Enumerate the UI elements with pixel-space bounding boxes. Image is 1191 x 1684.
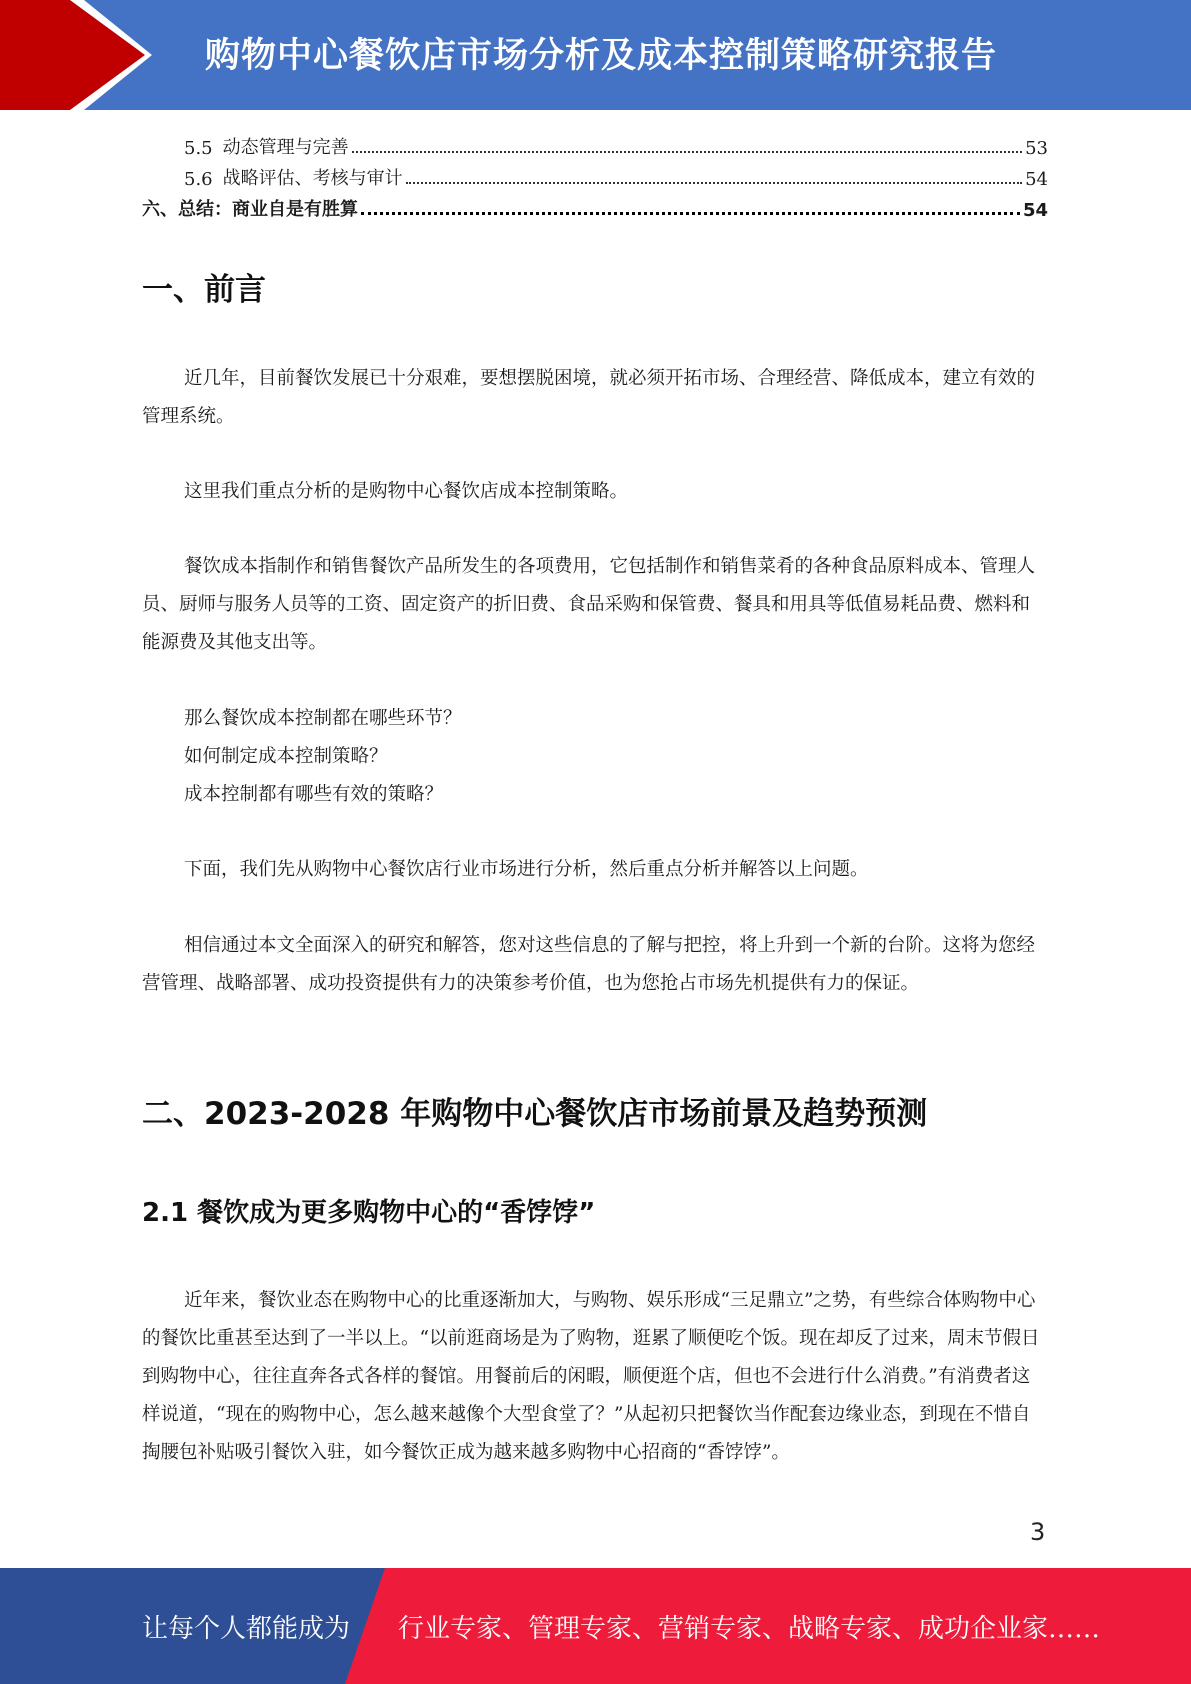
section-heading-market-outlook: 二、2023-2028 年购物中心餐饮店市场前景及趋势预测: [142, 1096, 928, 1132]
paragraph: 下面，我们先从购物中心餐饮店行业市场进行分析，然后重点分析并解答以上问题。: [184, 859, 869, 880]
toc-entry[interactable]: [142, 128, 1048, 159]
footer-slogan-left: 让每个人都能成为: [142, 1614, 351, 1644]
question-list: [184, 700, 462, 814]
question-item: 那么餐饮成本控制都在哪些环节？: [184, 708, 462, 729]
toc-leader-dots: [406, 182, 1022, 184]
question-item: 成本控制都有哪些有效的策略？: [184, 784, 444, 805]
question-item: 如何制定成本控制策略？: [184, 746, 388, 767]
report-title: 购物中心餐饮店市场分析及成本控制策略研究报告: [205, 36, 998, 76]
toc-entry-text: 六、总结：商业自是有胜算: [142, 199, 358, 220]
toc-entry-number: 5.5: [184, 138, 213, 159]
footer-slogan-right: 行业专家、管理专家、营销专家、战略专家、成功企业家……: [398, 1614, 1101, 1644]
paragraph: 近年来，餐饮业态在购物中心的比重逐渐加大，与购物、娱乐形成“三足鼎立”之势，有些综合体购物中心的餐饮比重甚至达到了一半以上。“以前逛商场是为了购物，逛累了顺便吃个饭。现在却反了过来，周末节假日到购物中心，往往直奔各式各样的餐馆。用餐前后的闲暇，顺便逛个店，但也不会进行什么消费。”有消费者这样说道，“现在的购物中心，怎么越来越像个大型食堂了？”从起初只把餐饮当作配套边缘业态，到现在不惜自掏腰包补贴吸引餐饮入驻，如今餐饮正成为越来越多购物中心招商的“香饽饽”。: [142, 1290, 1040, 1463]
toc-leader-dots: [361, 212, 1020, 215]
toc-entry-page: 53: [1025, 138, 1048, 159]
page-number: 3: [1030, 1518, 1046, 1546]
table-of-contents: [142, 128, 1048, 221]
paragraph: 餐饮成本指制作和销售餐饮产品所发生的各项费用，它包括制作和销售菜肴的各种食品原料成本、管理人员、厨师与服务人员等的工资、固定资产的折旧费、食品采购和保管费、餐具和用具等低值易耗品费、燃料和能源费及其他支出等。: [142, 556, 1036, 653]
toc-entry[interactable]: [142, 159, 1048, 190]
toc-entry-number: 5.6: [184, 169, 213, 190]
paragraph: 近几年，目前餐饮发展已十分艰难，要想摆脱困境，就必须开拓市场、合理经营、降低成本，建立有效的管理系统。: [142, 368, 1036, 427]
toc-entry-page: 54: [1022, 200, 1048, 221]
page-footer: [0, 1568, 1191, 1684]
toc-entry-text: 战略评估、考核与审计: [222, 168, 403, 189]
paragraph: 相信通过本文全面深入的研究和解答，您对这些信息的了解与把控，将上升到一个新的台阶。这将为您经营管理、战略部署、成功投资提供有力的决策参考价值，也为您抢占市场先机提供有力的保证。: [142, 935, 1036, 994]
toc-entry-page: 54: [1025, 169, 1048, 190]
section-heading-preface: 一、前言: [142, 272, 266, 308]
toc-entry[interactable]: [142, 190, 1048, 221]
subsection-heading: 2.1 餐饮成为更多购物中心的“香饽饽”: [142, 1198, 596, 1228]
paragraph: 这里我们重点分析的是购物中心餐饮店成本控制策略。: [184, 481, 629, 502]
toc-entry-text: 动态管理与完善: [222, 137, 349, 158]
toc-leader-dots: [352, 151, 1022, 153]
page-header: [0, 0, 1191, 110]
